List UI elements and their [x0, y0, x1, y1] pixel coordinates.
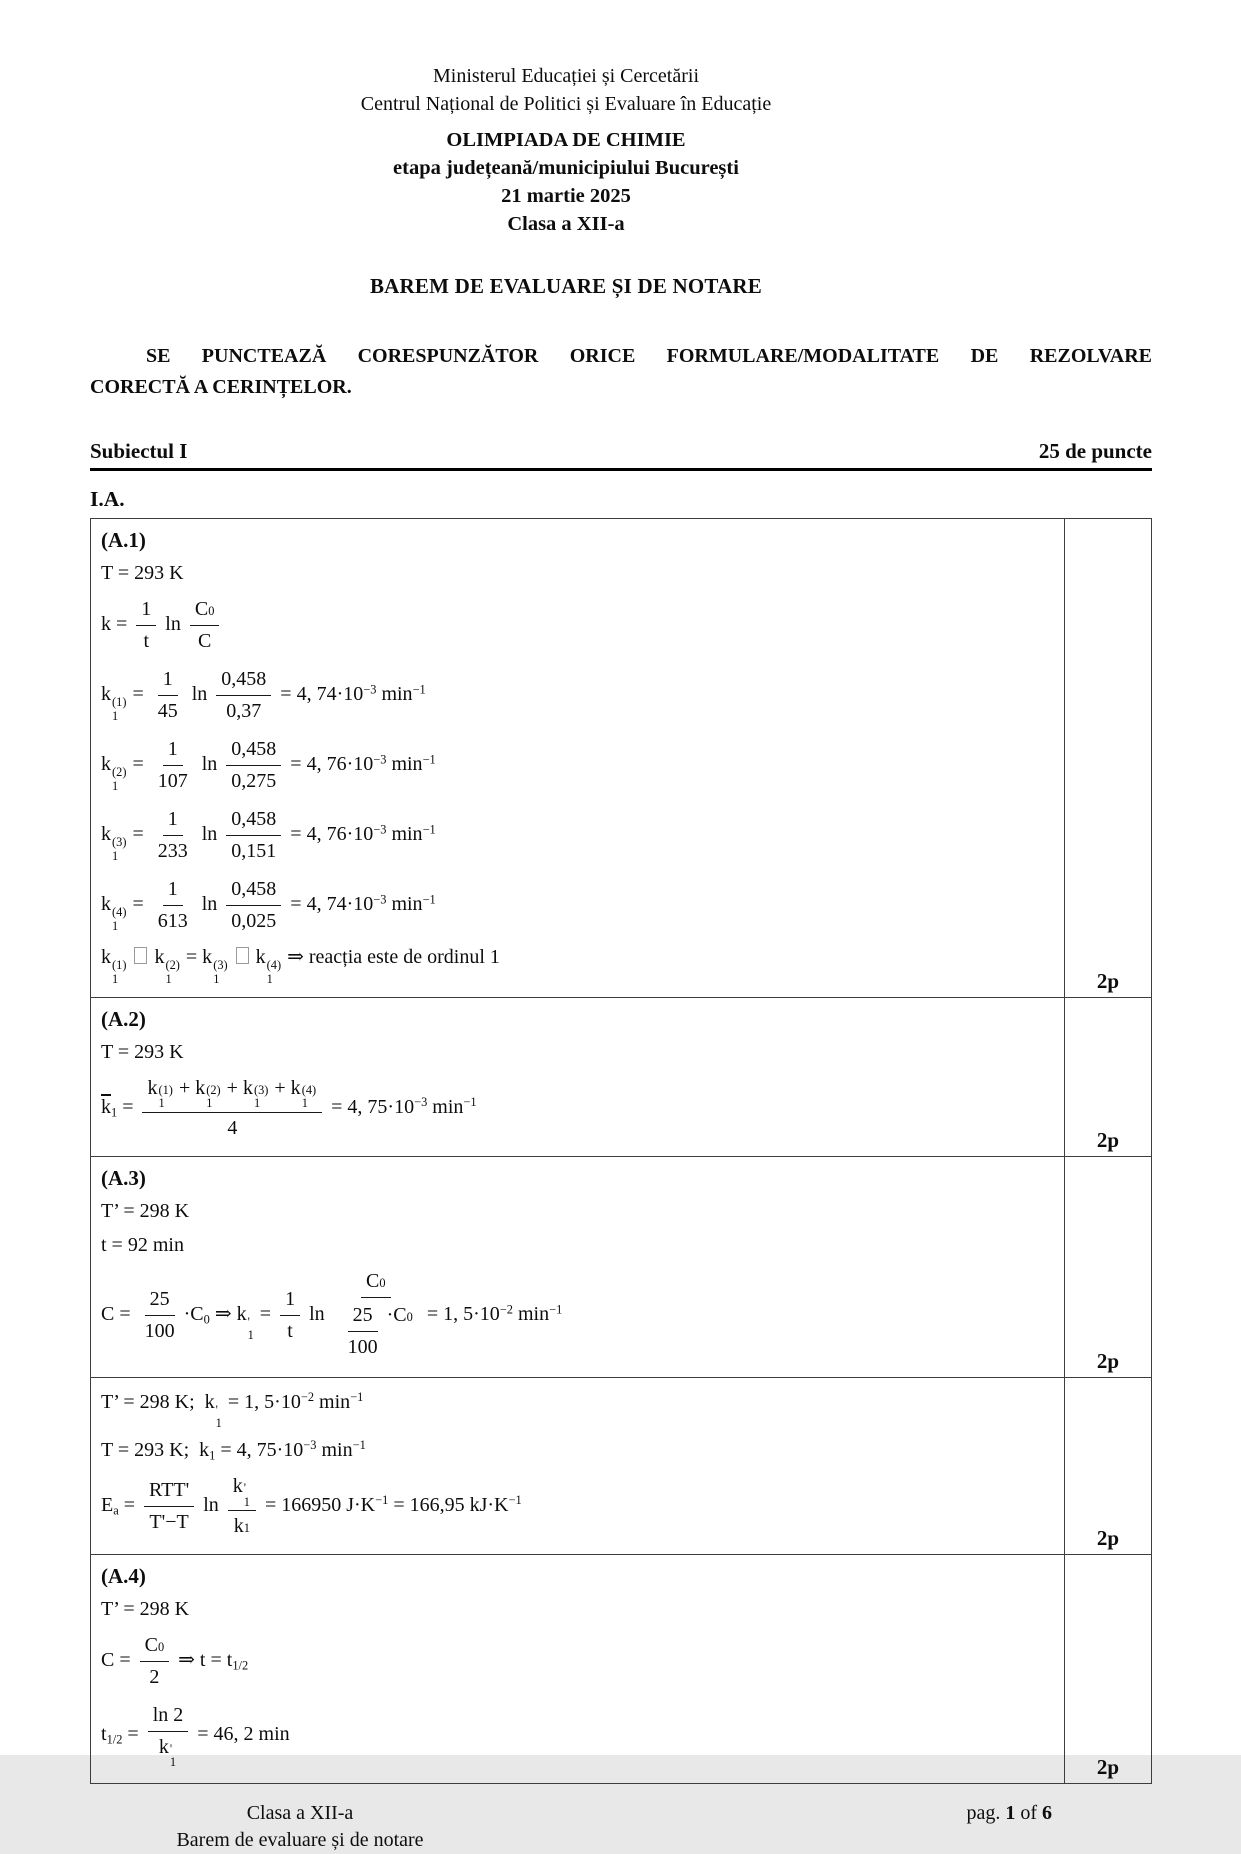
sup-sub-stack: [112, 959, 126, 986]
math-text: = 166950 J·K: [259, 1494, 376, 1517]
fraction-denominator: [226, 766, 281, 796]
fraction-denominator: [144, 1507, 193, 1537]
fraction-denominator: [153, 766, 193, 796]
notice-line-2: CORECTĂ A CERINȚELOR.: [90, 376, 352, 398]
math-text: k: [101, 753, 111, 776]
math-text: t: [143, 630, 150, 652]
math-text: ln: [198, 1494, 224, 1517]
math-text: ·C: [183, 1302, 204, 1325]
fraction: [226, 875, 281, 936]
part-label: I.A.: [90, 487, 125, 511]
header-center-line: Centrul Național de Politici și Evaluare în Educație: [360, 93, 772, 115]
fraction-denominator: [153, 906, 193, 936]
header-ministry-line: Ministerul Educației și Cercetării: [432, 65, 700, 87]
math-text: =: [122, 1722, 144, 1745]
math-text: k: [154, 946, 165, 968]
notice-paragraph: [90, 341, 1152, 403]
subscript: 1: [266, 971, 273, 986]
formula-line: [101, 943, 1054, 986]
superscript: −2: [499, 1302, 513, 1317]
superscript: (4): [266, 958, 282, 973]
math-text: k =: [101, 613, 133, 636]
math-text: 1: [162, 668, 173, 690]
math-text: E: [101, 1494, 114, 1517]
fraction-denominator: [343, 1332, 383, 1362]
superscript: −1: [508, 1493, 522, 1508]
math-text: =: [127, 893, 149, 916]
superscript: −3: [363, 682, 377, 697]
fraction-denominator: [226, 836, 281, 866]
fraction: [216, 665, 271, 726]
math-text: 100: [347, 1335, 378, 1358]
superscript: −1: [422, 892, 436, 907]
math-text: 0,025: [231, 910, 277, 932]
fraction-numerator: [280, 1285, 300, 1316]
superscript: −3: [373, 892, 387, 907]
math-text: ln: [304, 1302, 330, 1325]
math-text: k: [158, 1735, 169, 1758]
fraction: [153, 805, 193, 866]
math-text: T = 293 K: [101, 1040, 184, 1063]
page-indicator: [966, 1800, 1052, 1854]
sup-sub-stack: [170, 1743, 176, 1770]
fraction-numerator: [228, 1472, 256, 1511]
fraction: [280, 1285, 300, 1346]
subscript: 1: [253, 1096, 261, 1111]
subscript: 1: [112, 708, 119, 723]
superscript: (2): [165, 958, 180, 973]
math-text: 1: [167, 738, 178, 760]
math-text: 1: [141, 598, 152, 620]
subscript: 1: [206, 1096, 213, 1111]
fraction: [228, 1472, 256, 1541]
page-prefix: pag.: [966, 1801, 1001, 1824]
formula-line: [101, 803, 1054, 868]
answer-cell: [91, 1555, 1065, 1783]
subscript: 1: [243, 1494, 250, 1509]
formula-line: [101, 1231, 1054, 1260]
formula-line: [101, 1197, 1054, 1226]
superscript: (4): [112, 905, 127, 920]
math-text: C =: [101, 1649, 136, 1672]
math-text: ⇒ t = t: [173, 1649, 233, 1672]
math-text: min: [316, 1438, 353, 1461]
math-text: 0,151: [231, 840, 277, 862]
math-text: = 4, 74·10: [275, 683, 364, 706]
document-header: [90, 62, 1042, 238]
math-text: T = 293 K; k: [101, 1438, 210, 1461]
superscript: (2): [206, 1082, 221, 1097]
answer-cell: [91, 998, 1065, 1157]
answer-cell: [91, 1378, 1065, 1555]
math-text: 25: [149, 1287, 170, 1310]
olympiad-title: OLIMPIADA DE CHIMIE: [446, 129, 686, 151]
superscript: ': [215, 1402, 218, 1417]
math-text: 25: [352, 1303, 373, 1326]
superscript: −3: [303, 1437, 317, 1452]
sup-sub-stack: [112, 906, 126, 933]
sup-sub-stack: [244, 1482, 250, 1509]
page-current: 1: [1005, 1801, 1016, 1824]
subscript: 1: [158, 1096, 165, 1111]
math-text: C: [194, 598, 209, 620]
math-text: =: [127, 683, 149, 706]
math-text: 1: [167, 878, 178, 900]
math-text: min: [386, 893, 423, 916]
sup-sub-stack: [213, 959, 227, 986]
superscript: −2: [300, 1389, 315, 1404]
math-text: ln: [196, 753, 223, 776]
math-text: k: [255, 946, 266, 968]
math-text: 233: [157, 840, 188, 862]
subscript: 0: [379, 1275, 386, 1290]
subscript: 0: [157, 1639, 165, 1654]
fraction-numerator: [348, 1301, 378, 1332]
section-header: [90, 439, 1152, 471]
olympiad-stage: etapa județeană/municipiului București: [393, 157, 739, 179]
math-text: = 1, 5·10: [222, 1390, 301, 1413]
formula-line: [101, 593, 1054, 658]
math-text: C: [144, 1633, 158, 1656]
sup-sub-stack: [216, 1404, 222, 1431]
fraction-denominator: [334, 1298, 418, 1364]
fraction-numerator: [144, 1476, 194, 1507]
formula-line: [101, 1265, 1054, 1366]
fraction: [136, 595, 156, 656]
fraction-numerator: [163, 805, 183, 836]
fraction: [148, 1701, 189, 1770]
math-text: k: [101, 946, 111, 968]
math-text: ·C: [386, 1303, 407, 1326]
subscript: 1: [209, 1448, 216, 1463]
points-cell: 2p: [1065, 1157, 1151, 1378]
superscript: (1): [112, 958, 127, 973]
formula-line: [101, 1699, 1054, 1772]
answers-table: [90, 518, 1152, 1784]
math-text: = 4, 74·10: [285, 893, 374, 916]
formula-line: [101, 663, 1054, 728]
sup-sub-stack: [267, 959, 281, 986]
math-text: T = 293 K: [101, 562, 184, 584]
math-text: 4: [227, 1116, 238, 1139]
notice-line-1: SE PUNCTEAZĂ CORESPUNZĂTOR ORICE FORMULARE/MODALITATE DE REZOLVARE: [146, 345, 1152, 367]
math-text: =: [117, 1095, 139, 1118]
math-text: = 46, 2 min: [192, 1722, 290, 1745]
superscript: (1): [112, 695, 127, 710]
missing-glyph-box: [236, 947, 249, 964]
math-text: ln 2: [152, 1703, 184, 1726]
fraction-numerator: [226, 735, 281, 766]
math-text: 0,458: [231, 738, 277, 760]
fraction-numerator: [148, 1701, 189, 1732]
fraction: [144, 1476, 194, 1537]
subscript: 1: [247, 1328, 254, 1343]
fraction-numerator: [163, 735, 183, 766]
superscript: −1: [549, 1302, 563, 1317]
superscript: −1: [350, 1389, 364, 1404]
math-text: k: [101, 823, 111, 846]
barem-title: BAREM DE EVALUARE ȘI DE NOTARE: [369, 274, 763, 298]
math-text: min: [386, 753, 423, 776]
fraction-numerator: [216, 665, 271, 696]
math-text: k: [147, 1076, 158, 1099]
math-text: 1: [285, 1287, 296, 1310]
superscript: −1: [422, 752, 436, 767]
fraction-numerator: [136, 595, 156, 626]
fraction: [153, 875, 193, 936]
item-label: (A.4): [101, 1563, 146, 1588]
fraction-denominator: [153, 836, 193, 866]
subscript: 0: [208, 604, 215, 618]
page-of: of: [1020, 1801, 1037, 1824]
olympiad-grade: Clasa a XII-a: [507, 213, 625, 235]
formula-line: [101, 1595, 1054, 1624]
subscript: 1: [213, 971, 220, 986]
item-label: (A.1): [101, 528, 146, 552]
formula-line: [101, 873, 1054, 938]
answer-cell: [91, 1157, 1065, 1378]
points-cell: 2p: [1065, 519, 1151, 998]
subscript: 1: [169, 1755, 177, 1770]
footer-doc-name: Barem de evaluare și de notare: [176, 1828, 424, 1851]
superscript: ': [247, 1315, 250, 1330]
section-points: 25 de puncte: [1038, 439, 1152, 463]
math-text: t: [287, 1319, 293, 1342]
fraction-denominator: [226, 906, 281, 936]
fraction-numerator: [158, 665, 178, 696]
subscript: 1: [301, 1096, 308, 1111]
math-text: = 4, 75·10: [215, 1438, 304, 1461]
math-text: k: [101, 893, 111, 916]
fraction-denominator: [193, 626, 216, 656]
subscript: 1: [112, 848, 119, 863]
math-text: 1: [167, 808, 178, 830]
item-label: (A.3): [101, 1165, 146, 1190]
math-text: 0,458: [231, 878, 277, 900]
fraction-numerator: [226, 875, 281, 906]
formula-line: [101, 1388, 1054, 1431]
sup-sub-stack: [254, 1084, 268, 1111]
subscript: 1: [112, 778, 119, 793]
math-text: min: [512, 1302, 550, 1325]
subscript: 1: [112, 971, 119, 986]
fraction: [343, 1301, 383, 1362]
sup-sub-stack: [112, 766, 126, 793]
missing-glyph-box: [134, 947, 147, 964]
formula-line: [101, 1436, 1054, 1465]
item-label: (A.2): [101, 1006, 146, 1031]
math-text: 45: [157, 700, 178, 722]
math-text: =: [127, 753, 149, 776]
math-text: ln: [186, 683, 213, 706]
math-text: ln: [160, 613, 186, 636]
fraction: [140, 1285, 180, 1346]
answer-cell: [91, 519, 1065, 998]
sup-sub-stack: [112, 696, 126, 723]
superscript: (3): [213, 958, 228, 973]
subscript: 1: [165, 971, 172, 986]
subscript: 1: [112, 918, 119, 933]
subscript: 1: [111, 1105, 118, 1120]
math-text: 0,458: [231, 808, 277, 830]
superscript: −3: [373, 752, 387, 767]
fraction-denominator: [154, 1732, 182, 1770]
formula-line: [101, 733, 1054, 798]
math-text: ⇒ k: [209, 1302, 247, 1325]
math-text: 0,275: [231, 770, 277, 792]
math-text: = 4, 75·10: [326, 1095, 415, 1118]
sup-sub-stack: [165, 959, 179, 986]
fraction: [153, 665, 183, 726]
sup-sub-stack: [158, 1084, 172, 1111]
superscript: (3): [112, 835, 127, 850]
math-text: T’ = 298 K; k: [101, 1390, 215, 1413]
subscript: 1/2: [106, 1732, 123, 1747]
math-text: k: [233, 1514, 244, 1537]
math-text: 613: [157, 910, 188, 932]
superscript: −1: [375, 1493, 389, 1508]
fraction-numerator: [142, 1074, 322, 1113]
math-text: T’ = 298 K: [101, 1199, 190, 1222]
math-text: t = 92 min: [101, 1233, 184, 1256]
fraction: [140, 1631, 170, 1692]
math-text: ⇒ reacția este de ordinul 1: [282, 946, 500, 968]
math-text: min: [314, 1390, 351, 1413]
section-label: Subiectul I: [90, 439, 188, 463]
math-text: min: [376, 683, 413, 706]
page-total: 6: [1042, 1801, 1052, 1824]
footer-left: [150, 1800, 450, 1854]
superscript: (2): [112, 765, 127, 780]
math-text: k: [232, 1475, 243, 1498]
fraction-numerator: [190, 595, 220, 626]
points-cell: 2p: [1065, 1378, 1151, 1555]
sup-sub-stack: [112, 836, 126, 863]
fraction: [334, 1267, 418, 1364]
superscript: −1: [463, 1095, 477, 1110]
fraction-numerator: [361, 1267, 391, 1298]
math-text: = 4, 76·10: [285, 753, 374, 776]
math-text: 0,37: [226, 700, 262, 722]
sup-sub-stack: [206, 1084, 220, 1111]
superscript: (3): [253, 1082, 269, 1097]
olympiad-date: 21 martie 2025: [501, 185, 631, 207]
math-text: t: [101, 1722, 107, 1745]
superscript: (4): [301, 1082, 317, 1097]
superscript: −3: [373, 822, 387, 837]
fraction: [142, 1074, 322, 1143]
points-cell: 2p: [1065, 998, 1151, 1157]
math-text: = 4, 76·10: [285, 823, 374, 846]
footer-grade: Clasa a XII-a: [246, 1801, 354, 1824]
math-text: 107: [157, 770, 188, 792]
math-text: C =: [101, 1302, 136, 1325]
formula-line: [101, 1470, 1054, 1543]
math-text: 0,458: [221, 668, 267, 690]
math-text: + k: [173, 1076, 206, 1099]
fraction-numerator: [226, 805, 281, 836]
fraction-denominator: [229, 1511, 255, 1541]
fraction-denominator: [153, 696, 183, 726]
superscript: −1: [422, 822, 436, 837]
math-text: + k: [221, 1076, 253, 1099]
sup-sub-stack: [302, 1084, 316, 1111]
superscript: ': [243, 1481, 246, 1496]
math-text: C: [365, 1269, 380, 1292]
fraction-denominator: [139, 626, 155, 656]
fraction-denominator: [221, 696, 266, 726]
math-text: C: [197, 630, 212, 652]
fraction-numerator: [145, 1285, 175, 1316]
math-text: =: [254, 1302, 277, 1325]
math-text: = k: [180, 946, 213, 968]
page-footer: [90, 1800, 1152, 1854]
points-cell: 2p: [1096, 1754, 1120, 1779]
subscript: 1: [215, 1416, 222, 1431]
math-text: =: [118, 1494, 140, 1517]
superscript: −1: [412, 682, 426, 697]
superscript: ': [169, 1741, 173, 1756]
subscript: a: [113, 1503, 119, 1518]
fraction-denominator: [144, 1662, 164, 1692]
math-text: RTT': [149, 1479, 190, 1502]
formula-line: [101, 1072, 1054, 1145]
fraction: [190, 595, 220, 656]
math-text: min: [427, 1095, 464, 1118]
math-text: k: [101, 683, 111, 706]
superscript: −1: [352, 1437, 366, 1452]
math-text: T'−T: [149, 1511, 189, 1534]
fraction: [153, 735, 193, 796]
fraction-denominator: [222, 1113, 242, 1143]
math-text: T’ = 298 K: [101, 1597, 190, 1620]
fraction-numerator: [140, 1631, 170, 1662]
math-text: = 166,95 kJ·K: [388, 1494, 509, 1517]
formula-line: [101, 1038, 1054, 1067]
formula-line: [101, 1629, 1054, 1694]
math-text: min: [386, 823, 423, 846]
fraction: [226, 805, 281, 866]
superscript: −3: [414, 1095, 428, 1110]
math-text: ln: [196, 823, 223, 846]
fraction-numerator: [163, 875, 183, 906]
subscript: 0: [203, 1312, 210, 1327]
fraction-denominator: [282, 1316, 298, 1346]
sup-sub-stack: [248, 1316, 254, 1343]
math-text: 100: [144, 1319, 175, 1342]
overbar-symbol: $\overline{k}$: [101, 1095, 111, 1118]
fraction: [226, 735, 281, 796]
superscript: (1): [158, 1082, 173, 1097]
formula-line: [101, 559, 1054, 588]
math-text: =: [127, 823, 149, 846]
math-text: 2: [149, 1665, 160, 1688]
math-text: ln: [196, 893, 223, 916]
subscript: 0: [406, 1309, 413, 1324]
subscript: 1/2: [232, 1658, 249, 1673]
subscript: 1: [243, 1520, 250, 1535]
math-text: + k: [269, 1076, 301, 1099]
fraction-denominator: [140, 1316, 180, 1346]
math-text: = 1, 5·10: [421, 1302, 500, 1325]
